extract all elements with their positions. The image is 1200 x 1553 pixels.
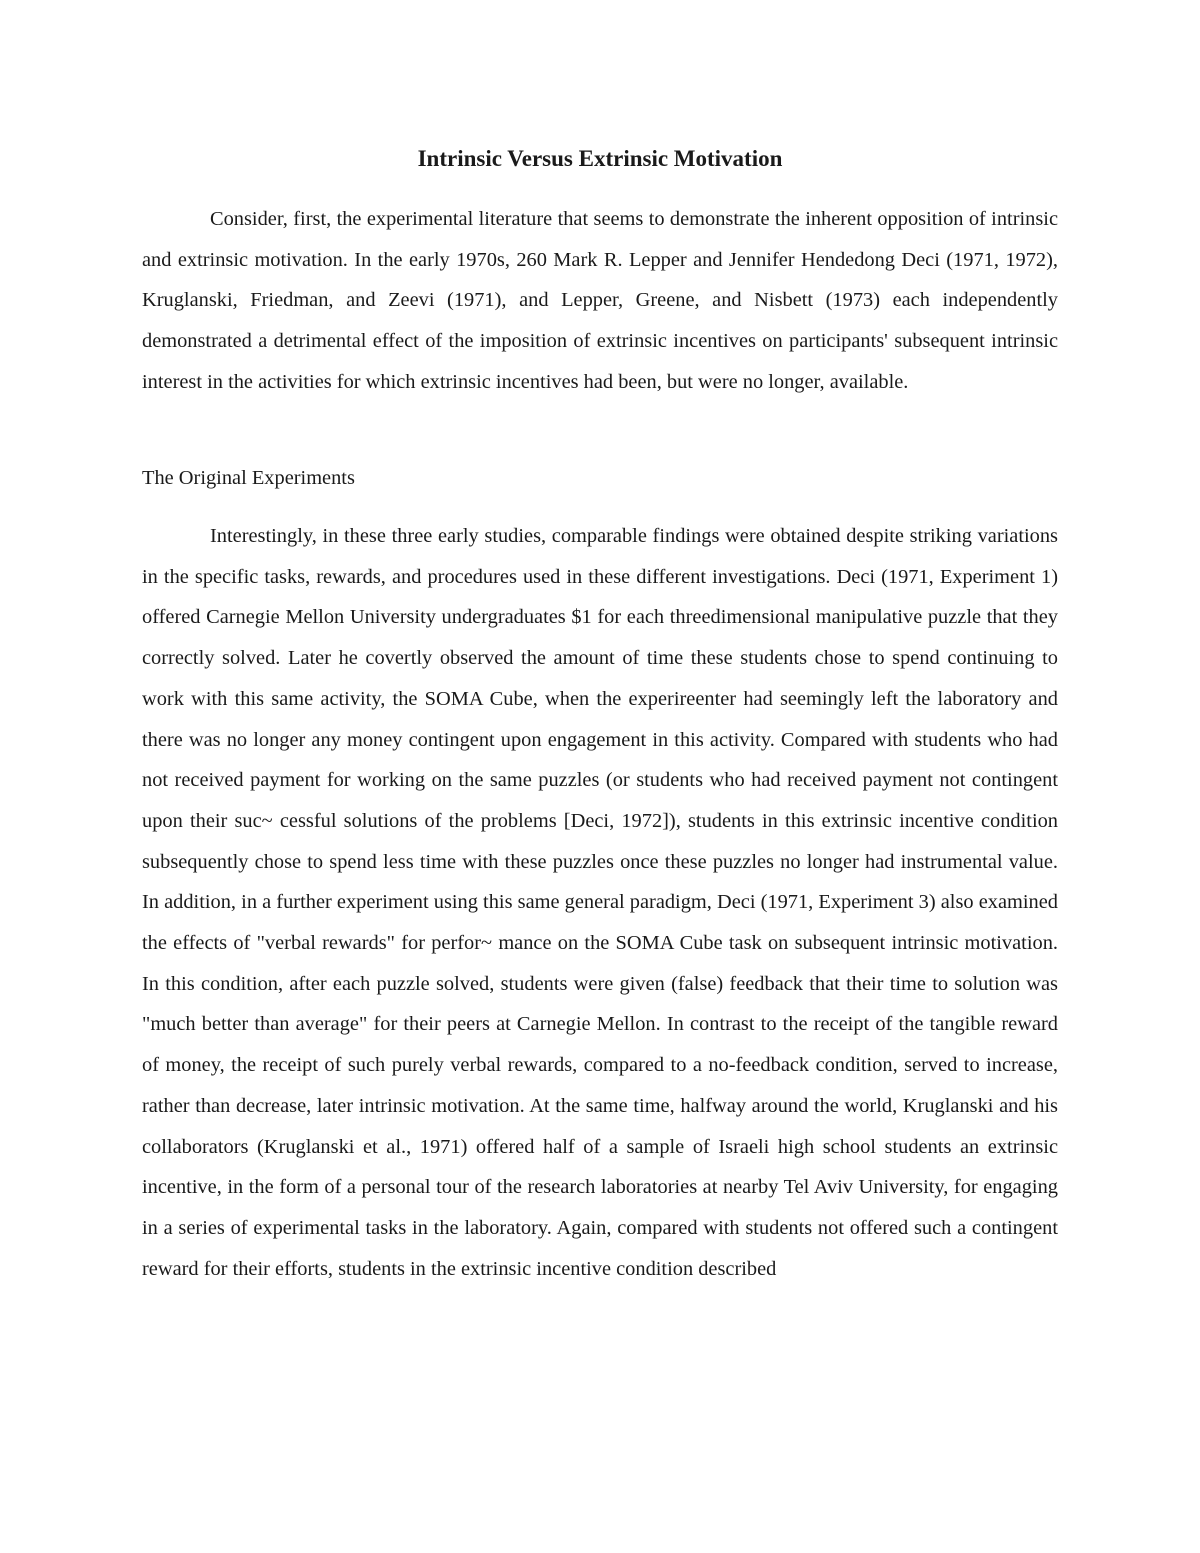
paragraph-original-experiments: Interestingly, in these three early studies, comparable findings were obtained despite striking variations in the specific tasks, rewards, and procedures used in these different investigations. Deci (1971, Experiment 1) offered Carnegie Mellon University undergraduates $1 for each threedimensional manipulative puzzle that they correctly solved. Later he covertly observed the amount of time these students chose to spend continuing to work with this same activity, the SOMA Cube, when the experireenter had seemingly left the laboratory and there was no longer any money contingent upon engagement in this activity. Compared with students who had not received payment for working on the same puzzles (or students who had received payment not contingent upon their suc~ cessful solutions of the problems [Deci, 1972]), students in this extrinsic incentive condition subsequently chose to spend less time with these puzzles once these puzzles no longer had instrumental value. In addition, in a further experiment using this same general paradigm, Deci (1971, Experiment 3) also examined the effects of "verbal rewards" for perfor~ mance on the SOMA Cube task on subsequent intrinsic motivation. In this condition, after each puzzle solved, students were given (false) feedback that their time to solution was "much better than average" for their peers at Carnegie Mellon. In contrast to the receipt of the tangible reward of money, the receipt of such purely verbal rewards, compared to a no-feedback condition, served to increase, rather than decrease, later intrinsic motivation. At the same time, halfway around the world, Kruglanski and his collaborators (Kruglanski et al., 1971) offered half of a sample of Israeli high school students an extrinsic incentive, in the form of a personal tour of the research laboratories at nearby Tel Aviv University, for engaging in a series of experimental tasks in the laboratory. Again, compared with students not offered such a contingent reward for their efforts, students in the extrinsic incentive condition described bbox=[142, 525, 1058, 1280]
document-title: Intrinsic Versus Extrinsic Motivation bbox=[417, 146, 783, 171]
section-heading: The Original Experiments bbox=[142, 467, 355, 489]
paragraph-intro: Consider, first, the experimental literature that seems to demonstrate the inherent opposition of intrinsic and extrinsic motivation. In the early 1970s, 260 Mark R. Lepper and Jennifer Hendedong Deci (1971, 1972), Kruglanski, Friedman, and Zeevi (1971), and Lepper, Greene, and Nisbett (1973) each independently demonstrated a detrimental effect of the imposition of extrinsic incentives on participants' subsequent intrinsic interest in the activities for which extrinsic incentives had been, but were no longer, available. bbox=[142, 208, 1058, 393]
